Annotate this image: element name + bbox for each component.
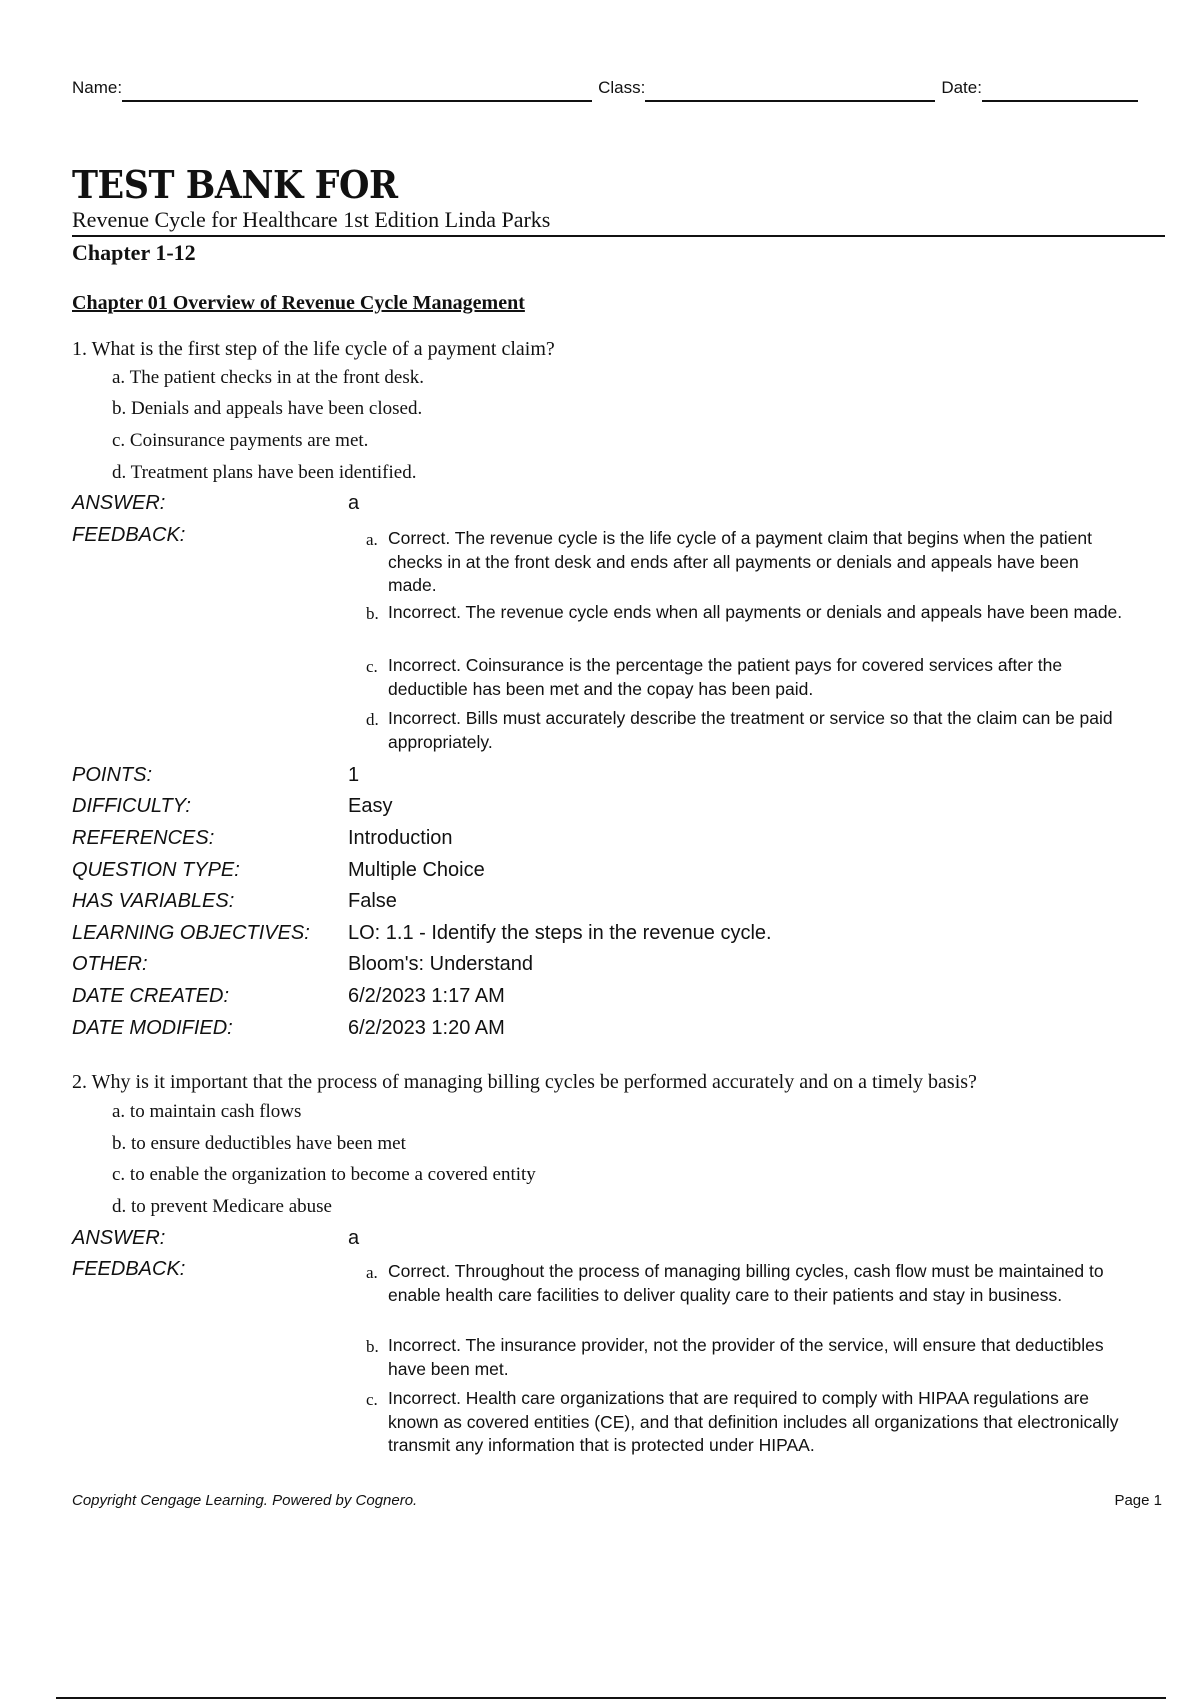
- date-modified-label: DATE MODIFIED:: [72, 1017, 233, 1039]
- date-created-label: DATE CREATED:: [72, 985, 230, 1007]
- question-2-answer: a: [348, 1227, 360, 1249]
- question-1-choice-b: b. Denials and appeals have been closed.: [112, 398, 423, 419]
- question-2-feedback-c: [366, 1387, 1128, 1458]
- difficulty-label: DIFFICULTY:: [72, 795, 191, 817]
- feedback-letter: b.: [366, 604, 379, 623]
- question-1-date-modified: 6/2/2023 1:20 AM: [348, 1017, 505, 1039]
- feedback-letter: a.: [366, 1263, 378, 1282]
- chapter-range: Chapter 1-12: [72, 240, 196, 265]
- question-1-other: Bloom's: Understand: [348, 953, 534, 975]
- question-1-feedback-a: [366, 527, 1128, 598]
- question-1-choice-c: c. Coinsurance payments are met.: [112, 430, 369, 451]
- question-1-points: 1: [348, 764, 360, 786]
- copyright-footer: Copyright Cengage Learning. Powered by Cognero.: [72, 1492, 418, 1509]
- question-2-feedback-a: [366, 1260, 1128, 1307]
- feedback-text: Incorrect. The insurance provider, not the provider of the service, will ensure that deductibles have been met.: [388, 1335, 1104, 1379]
- question-1-has-variables: False: [348, 890, 397, 912]
- question-1-difficulty: Easy: [348, 795, 393, 817]
- other-label: OTHER:: [72, 953, 148, 975]
- question-type-label: QUESTION TYPE:: [72, 859, 240, 881]
- learning-objectives-label: LEARNING OBJECTIVES:: [72, 922, 310, 944]
- references-label: REFERENCES:: [72, 827, 215, 849]
- question-1-date-created: 6/2/2023 1:17 AM: [348, 985, 505, 1007]
- page-bottom-rule: [56, 1697, 1166, 1699]
- book-subtitle: Revenue Cycle for Healthcare 1st Edition Linda Parks: [72, 207, 551, 232]
- name-field-line[interactable]: [122, 76, 592, 102]
- question-1-type: Multiple Choice: [348, 859, 485, 881]
- feedback-letter: c.: [366, 1390, 378, 1409]
- question-1-feedback-b: [366, 601, 1128, 625]
- answer-label: ANSWER:: [72, 492, 166, 514]
- page-number: Page 1: [1114, 1492, 1162, 1509]
- points-label: POINTS:: [72, 764, 153, 786]
- feedback-label: FEEDBACK:: [72, 524, 186, 546]
- date-field-line[interactable]: [982, 76, 1138, 102]
- chapter-title: Chapter 01 Overview of Revenue Cycle Management: [72, 292, 525, 314]
- feedback-letter: a.: [366, 530, 378, 549]
- question-1-choice-d: d. Treatment plans have been identified.: [112, 462, 417, 483]
- question-2-choice-a: a. to maintain cash flows: [112, 1101, 302, 1122]
- question-1-feedback-c: [366, 654, 1128, 701]
- question-1-answer: a: [348, 492, 360, 514]
- test-bank-title: TEST BANK FOR: [72, 162, 398, 207]
- feedback-text: Incorrect. Bills must accurately describe the treatment or service so that the claim can be paid appropriately.: [388, 708, 1113, 752]
- question-2-stem: 2. Why is it important that the process of managing billing cycles be performed accurately and on a timely basis?: [72, 1071, 977, 1093]
- class-label: Class:: [598, 78, 646, 97]
- question-1-choice-a: a. The patient checks in at the front desk.: [112, 367, 424, 388]
- question-1-feedback-d: [366, 707, 1128, 754]
- feedback-text: Correct. The revenue cycle is the life cycle of a payment claim that begins when the patient checks in at the front desk and ends after all payments or denials and appeals have been made.: [388, 528, 1092, 595]
- answer-label: ANSWER:: [72, 1227, 166, 1249]
- feedback-letter: d.: [366, 710, 379, 729]
- question-2-choice-d: d. to prevent Medicare abuse: [112, 1196, 332, 1217]
- class-field-line[interactable]: [645, 76, 935, 102]
- name-label: Name:: [72, 78, 123, 97]
- feedback-text: Incorrect. Coinsurance is the percentage the patient pays for covered services after the deductible has been met and the copay has been paid.: [388, 655, 1063, 699]
- has-variables-label: HAS VARIABLES:: [72, 890, 235, 912]
- question-1-stem: 1. What is the first step of the life cycle of a payment claim?: [72, 338, 555, 360]
- feedback-text: Incorrect. Health care organizations that are required to comply with HIPAA regulations are known as covered entities (CE), and that definition includes all organizations that electronically transmit any information that is protected under HIPAA.: [388, 1388, 1119, 1455]
- question-1-learning-objectives: LO: 1.1 - Identify the steps in the revenue cycle.: [348, 922, 772, 944]
- question-2-choice-b: b. to ensure deductibles have been met: [112, 1133, 406, 1154]
- question-2-choice-c: c. to enable the organization to become a covered entity: [112, 1164, 536, 1185]
- feedback-text: Correct. Throughout the process of managing billing cycles, cash flow must be maintained to enable health care facilities to deliver quality care to their patients and stay in business.: [388, 1261, 1104, 1305]
- date-label: Date:: [941, 78, 982, 97]
- question-1-references: Introduction: [348, 827, 453, 849]
- feedback-letter: b.: [366, 1337, 379, 1356]
- feedback-label: FEEDBACK:: [72, 1258, 186, 1280]
- student-info-header: [72, 72, 1162, 102]
- feedback-text: Incorrect. The revenue cycle ends when all payments or denials and appeals have been made.: [388, 602, 1123, 622]
- feedback-letter: c.: [366, 657, 378, 676]
- question-2-feedback-b: [366, 1334, 1128, 1381]
- title-divider: [72, 235, 1165, 237]
